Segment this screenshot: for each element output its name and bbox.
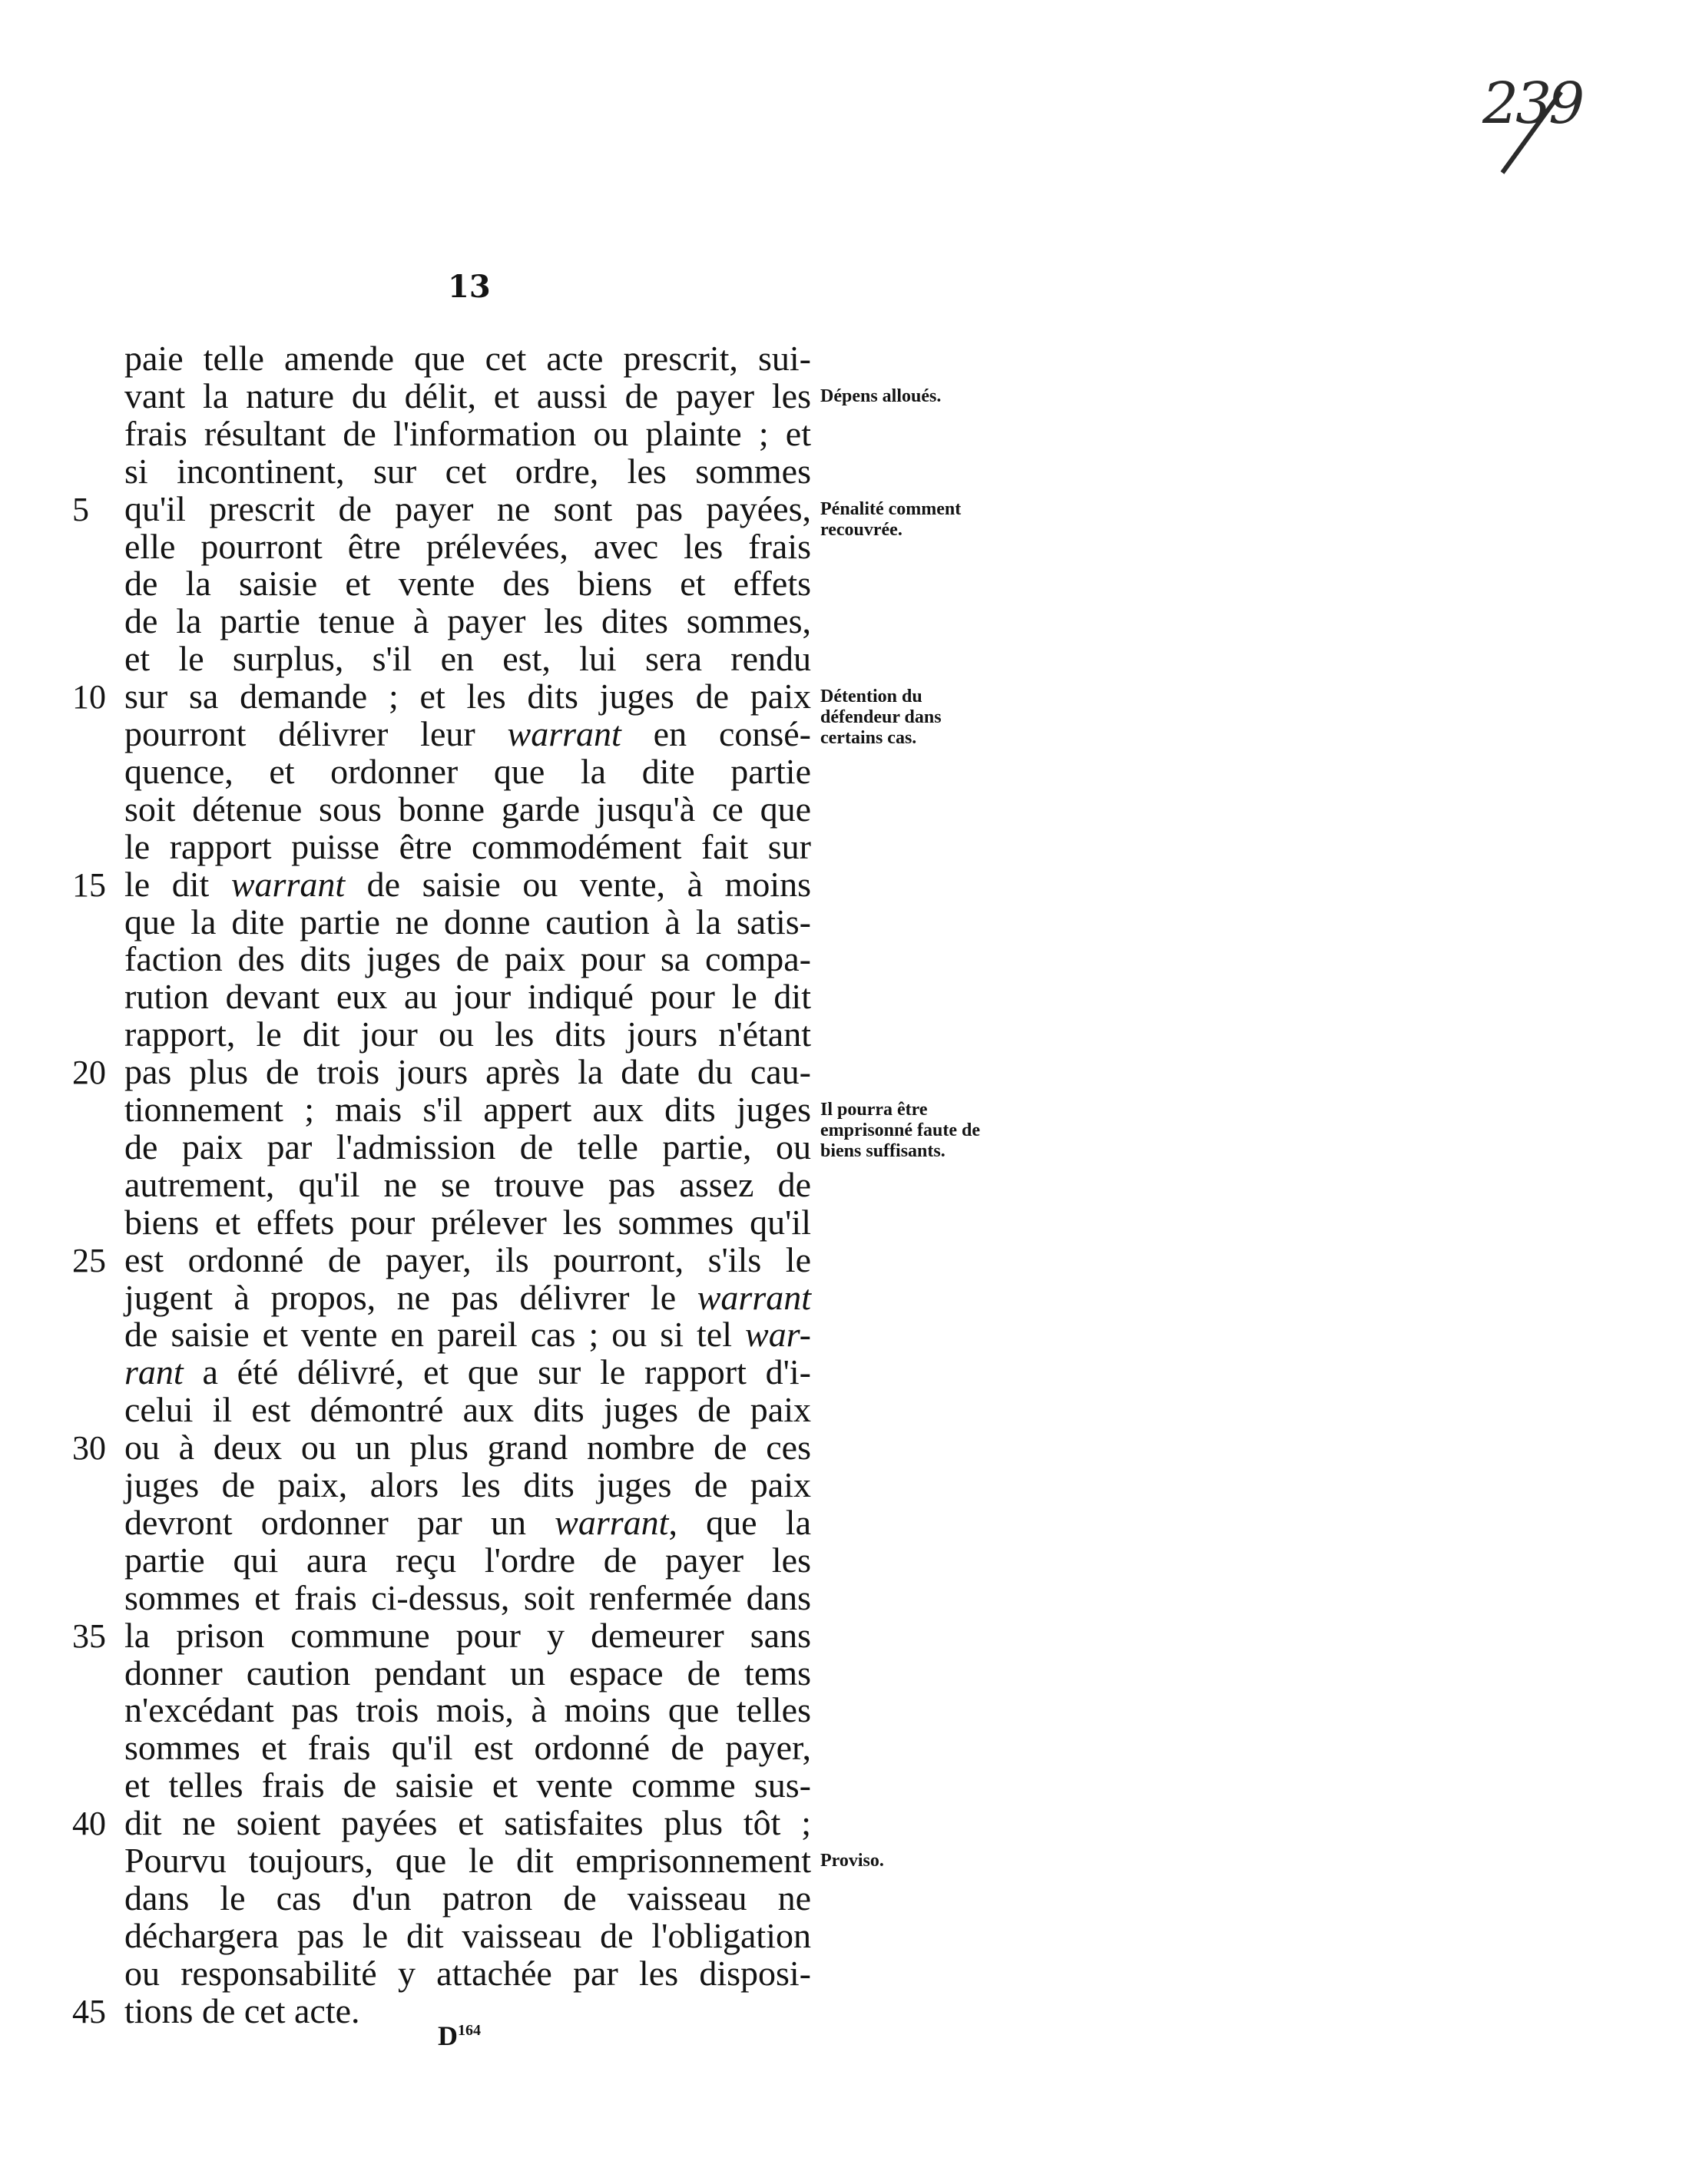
text-line: de la saisie et vente des biens et effets (124, 564, 811, 604)
text-line: pourront délivrer leur warrant en consé- (124, 714, 811, 753)
text-line: et telles frais de saisie et vente comme sus- (124, 1765, 811, 1805)
text-line: ou responsabilité y attachée par les disposi- (124, 1953, 811, 1993)
text-line: ou à deux ou un plus grand nombre de ces (124, 1428, 811, 1468)
text-line: de la partie tenue à payer les dites sommes, (124, 601, 811, 641)
text-line: le rapport puisse être commodément fait sur (124, 826, 811, 866)
text-line: devront ordonner par un warrant, que la (124, 1502, 811, 1542)
line-number: 15 (72, 865, 106, 904)
text-line: sommes et frais ci-dessus, soit renfermée dans (124, 1577, 811, 1617)
text-line: sommes et frais qu'il est ordonné de payer, (124, 1728, 811, 1768)
text-line: juges de paix, alors les dits juges de paix (124, 1465, 811, 1504)
text-line: pas plus de trois jours après la date du cau- (124, 1052, 811, 1092)
text-line: et le surplus, s'il en est, lui sera rendu (124, 639, 811, 679)
line-number: 20 (72, 1054, 106, 1092)
text-line: de saisie et vente en pareil cas ; ou si tel war- (124, 1315, 811, 1355)
margin-note: Pénalité comment recouvrée. (820, 498, 962, 540)
text-line: biens et effets pour prélever les sommes qu'il (124, 1202, 811, 1242)
margin-note: Dépens alloués. (820, 386, 942, 406)
text-line: faction des dits juges de paix pour sa compa- (124, 939, 811, 979)
text-line: sur sa demande ; et les dits juges de paix (124, 677, 811, 716)
text-line: dit ne soient payées et satisfaites plus tôt ; (124, 1803, 811, 1843)
handwritten-folio-number: 239 (1482, 71, 1582, 137)
text-line: soit détenue sous bonne garde jusqu'à ce que (124, 789, 811, 829)
text-line: dans le cas d'un patron de vaisseau ne (124, 1878, 811, 1918)
text-line: qu'il prescrit de payer ne sont pas payées, (124, 488, 811, 528)
text-line: la prison commune pour y demeurer sans (124, 1615, 811, 1655)
text-line: le dit warrant de saisie ou vente, à moins (124, 864, 812, 904)
text-line: quence, et ordonner que la dite partie (124, 751, 811, 791)
line-number: 40 (72, 1805, 106, 1843)
text-line: partie qui aura reçu l'ordre de payer les (124, 1540, 811, 1580)
line-number: 45 (72, 1992, 106, 2030)
text-line: n'excédant pas trois mois, à moins que telles (124, 1690, 811, 1730)
text-line: elle pourront être prélevées, avec les frais (124, 526, 811, 566)
text-line: frais résultant de l'information ou plainte ; et (124, 413, 811, 453)
text-line: si incontinent, sur cet ordre, les sommes (124, 451, 811, 491)
text-line: Pourvu toujours, que le dit emprisonnement (124, 1841, 811, 1880)
page-number: 13 (448, 269, 491, 305)
text-line: rapport, le dit jour ou les dits jours n'étant (124, 1014, 811, 1054)
margin-note: Proviso. (820, 1851, 884, 1871)
text-line: celui il est démontré aux dits juges de paix (124, 1390, 811, 1430)
text-line: autrement, qu'il ne se trouve pas assez de (124, 1164, 811, 1204)
line-number: 25 (72, 1241, 106, 1279)
margin-note: Il pourra être emprisonné faute de biens suffisants. (820, 1100, 980, 1161)
text-line: rant a été délivré, et que sur le rapport d'i- (124, 1352, 811, 1392)
signature-letter: D (438, 2020, 458, 2051)
text-line: jugent à propos, ne pas délivrer le warrant (124, 1277, 811, 1317)
text-line: tions de cet acte. (124, 1990, 360, 2030)
text-line: paie telle amende que cet acte prescrit, sui- (124, 339, 811, 378)
line-number: 35 (72, 1616, 106, 1655)
line-number: 5 (72, 490, 89, 528)
line-number: 10 (72, 678, 106, 716)
text-line: donner caution pendant un espace de tems (124, 1653, 811, 1693)
line-number: 30 (72, 1429, 106, 1468)
text-line: tionnement ; mais s'il appert aux dits juges (124, 1090, 811, 1129)
signature-number: 164 (458, 2022, 481, 2039)
text-line: que la dite partie ne donne caution à la satis- (124, 902, 811, 941)
text-line: déchargera pas le dit vaisseau de l'obligation (124, 1915, 811, 1955)
margin-note: Détention du défendeur dans certains cas. (820, 687, 942, 749)
text-line: rution devant eux au jour indiqué pour le dit (124, 977, 811, 1017)
signature-mark (438, 2020, 481, 2052)
text-line: de paix par l'admission de telle partie, ou (124, 1127, 811, 1166)
text-line: vant la nature du délit, et aussi de payer les (124, 376, 811, 415)
text-line: est ordonné de payer, ils pourront, s'ils le (124, 1239, 811, 1279)
